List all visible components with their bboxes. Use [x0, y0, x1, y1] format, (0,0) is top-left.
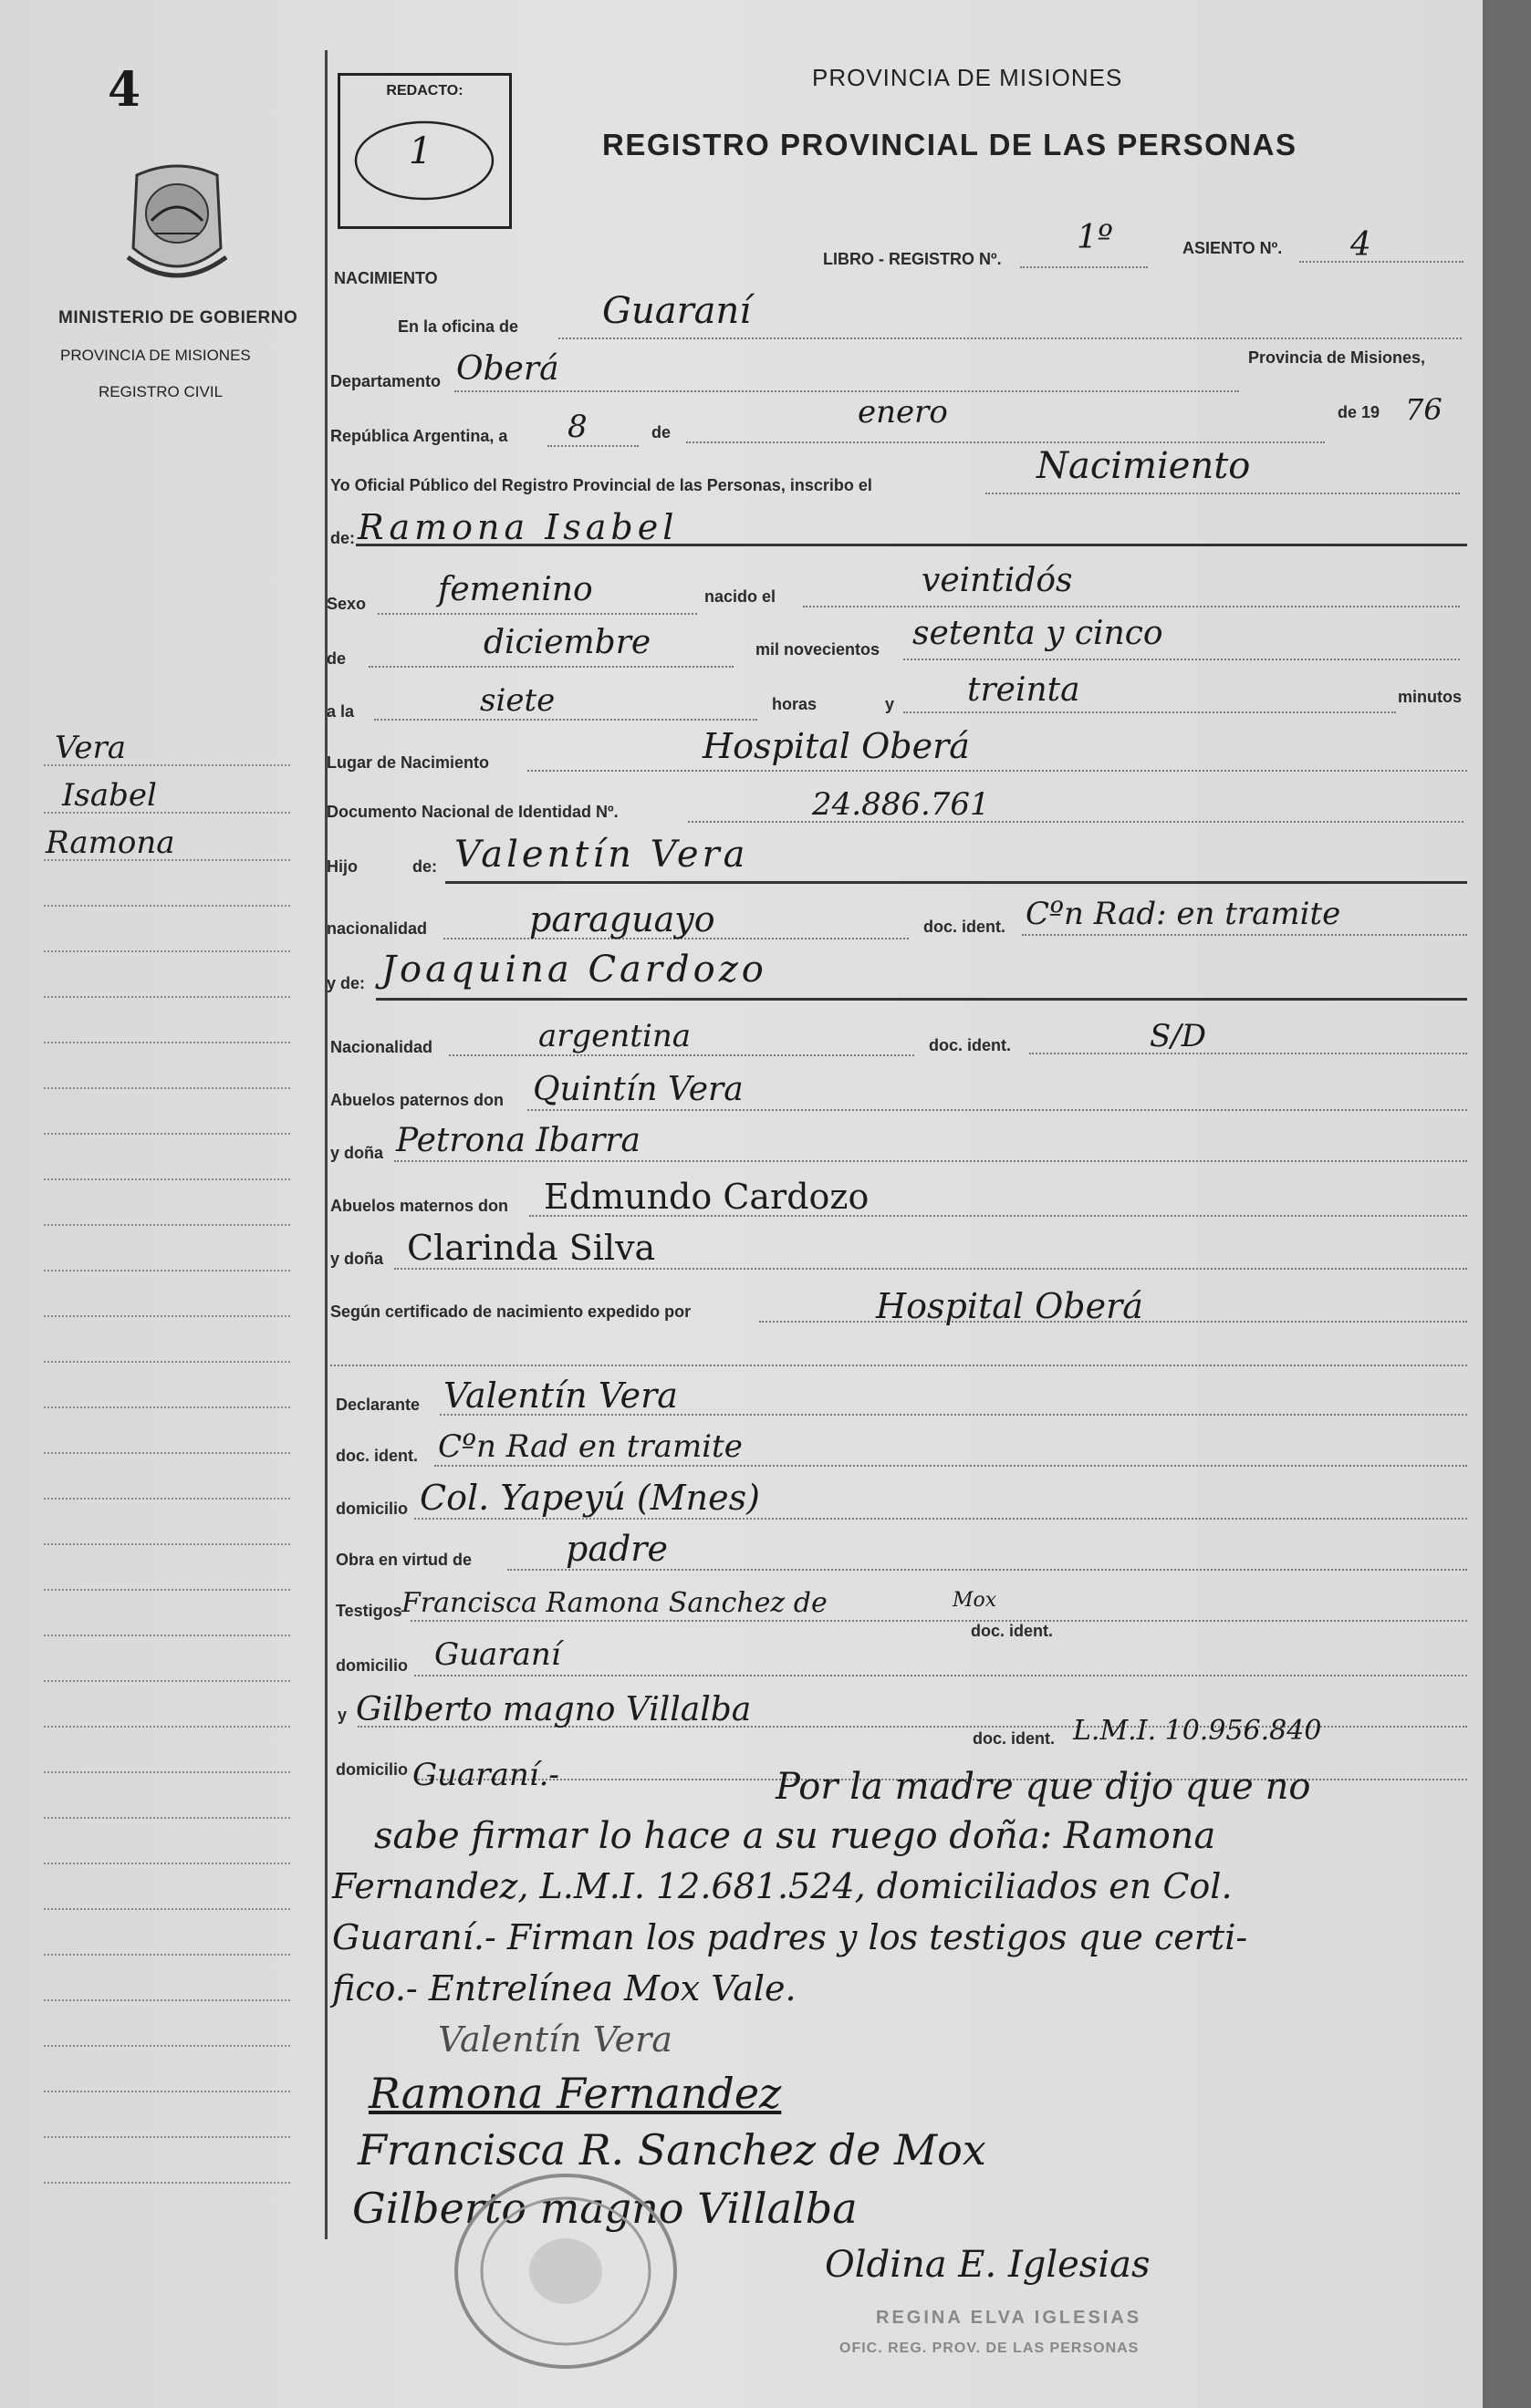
signature-1: Valentín Vera — [438, 2019, 672, 2060]
side-line — [44, 1589, 290, 1591]
dni-label: Documento Nacional de Identidad Nº. — [327, 803, 619, 821]
nacido-anio-value: setenta y cinco — [912, 615, 1163, 652]
abuelos-pat-label: Abuelos paternos don — [330, 1091, 505, 1109]
note-line-4: Guaraní.- Firman los padres y los testigos que certi- — [332, 1917, 1248, 1957]
madre-doc-value: S/D — [1150, 1018, 1207, 1054]
anio-value: 76 — [1405, 392, 1442, 427]
header-title: REGISTRO PROVINCIAL DE LAS PERSONAS — [602, 128, 1297, 161]
declarante-label: Declarante — [336, 1396, 421, 1414]
de2-label: de — [327, 649, 347, 668]
nacido-label: nacido el — [704, 587, 776, 606]
redacto-box — [338, 73, 512, 229]
hijo-label: Hijo — [327, 857, 358, 876]
side-line — [44, 1863, 290, 1864]
nacido-dia-value: veintidós — [922, 562, 1073, 599]
testigo2-doc-label: doc. ident. — [973, 1729, 1055, 1748]
signature-5: Oldina E. Iglesias — [825, 2244, 1151, 2286]
oficial-text: Yo Oficial Público del Registro Provincial de las Personas, inscribo el — [330, 476, 872, 494]
side-line — [44, 1133, 290, 1135]
abuelo-mat-value: Edmundo Cardozo — [544, 1177, 870, 1217]
header-province: PROVINCIA DE MISIONES — [812, 64, 1123, 91]
side-line — [44, 812, 290, 814]
testigo2-dom-value: Guaraní.- — [412, 1757, 559, 1793]
a-la-label: a la — [327, 702, 355, 721]
domicilio3-label: domicilio — [336, 1760, 409, 1779]
side-line — [44, 1270, 290, 1271]
de-label: de — [651, 423, 672, 441]
side-line — [44, 2091, 290, 2092]
testigo2-value: Gilberto magno Villalba — [356, 1691, 752, 1728]
side-line — [44, 1224, 290, 1226]
abuelo-pat-value: Quintín Vera — [533, 1071, 744, 1108]
margin-divider — [325, 50, 328, 2239]
official-seal-icon — [447, 2166, 684, 2376]
dni-value: 24.886.761 — [812, 786, 990, 823]
signature-4: Gilberto magno Villalba — [352, 2184, 858, 2233]
anio-label: de 19 — [1338, 403, 1380, 421]
side-surname: Vera — [55, 730, 127, 766]
madre-nac-value: argentina — [538, 1018, 692, 1054]
lugar-value: Hospital Oberá — [703, 726, 970, 766]
page-edge — [1483, 0, 1531, 2408]
oficina-value: Guaraní — [602, 290, 752, 332]
side-line — [44, 1908, 290, 1910]
mil-label: mil novecientos — [755, 640, 880, 659]
side-line — [44, 905, 290, 907]
testigo1-dom-value: Guaraní — [434, 1636, 561, 1673]
departamento-label: Departamento — [330, 372, 442, 390]
domicilio-value: Col. Yapeyú (Mnes) — [420, 1478, 760, 1518]
horas-value: siete — [480, 682, 556, 719]
side-line — [44, 950, 290, 952]
side-line — [44, 2045, 290, 2047]
testigo2-doc-value: L.M.I. 10.956.840 — [1073, 1715, 1322, 1747]
asiento-label: ASIENTO Nº. — [1182, 239, 1283, 257]
nombre-value: Ramona Isabel — [358, 507, 679, 547]
certificado-label: Según certificado de nacimiento expedido por — [330, 1303, 692, 1321]
side-line — [44, 2136, 290, 2138]
departamento-value: Oberá — [456, 350, 559, 388]
horas-label: horas — [772, 695, 818, 713]
y-dona-label: y doña — [330, 1144, 384, 1162]
side-line — [44, 1087, 290, 1089]
signature-3: Francisca R. Sanchez de Mox — [358, 2125, 986, 2174]
side-line — [44, 1680, 290, 1682]
side-line — [44, 1726, 290, 1728]
side-line — [44, 1771, 290, 1773]
hijo-de-label: de: — [412, 857, 437, 876]
side-line — [44, 1452, 290, 1454]
asiento-value: 4 — [1350, 226, 1371, 264]
side-line — [44, 1543, 290, 1545]
side-line — [44, 1954, 290, 1956]
stamp-footer-line1: REGINA ELVA IGLESIAS — [876, 2308, 1142, 2328]
doc-ident2-label: doc. ident. — [929, 1036, 1011, 1054]
minutos-value: treinta — [967, 671, 1080, 709]
decl-doc-label: doc. ident. — [336, 1447, 418, 1465]
stamp-footer-line2: OFIC. REG. PROV. DE LAS PERSONAS — [839, 2341, 1140, 2356]
domicilio2-label: domicilio — [336, 1656, 409, 1675]
side-line — [44, 1406, 290, 1408]
y-dona2-label: y doña — [330, 1250, 384, 1268]
ministry-label: MINISTERIO DE GOBIERNO — [58, 308, 298, 327]
doc-ident-label: doc. ident. — [923, 918, 1005, 936]
nacido-mes-value: diciembre — [484, 624, 651, 661]
mes-value: enero — [858, 394, 948, 431]
side-line — [44, 1817, 290, 1819]
inscribo-value: Nacimiento — [1036, 445, 1251, 487]
lugar-label: Lugar de Nacimiento — [327, 753, 490, 772]
side-line — [44, 1042, 290, 1043]
redacto-value: 1 — [409, 130, 432, 172]
de-nombre-label: de: — [330, 529, 355, 547]
sexo-value: femenino — [438, 571, 593, 608]
testigo1-value: Francisca Ramona Sanchez de — [401, 1587, 828, 1619]
side-line — [44, 859, 290, 861]
madre-value: Joaquina Cardozo — [381, 949, 767, 991]
side-line — [44, 1498, 290, 1500]
testigo1-doc-label: doc. ident. — [971, 1622, 1053, 1640]
side-line — [44, 2182, 290, 2184]
left-province-label: PROVINCIA DE MISIONES — [60, 347, 251, 364]
certificado-value: Hospital Oberá — [876, 1286, 1143, 1326]
sexo-label: Sexo — [327, 595, 367, 613]
side-name-2: Isabel — [62, 777, 157, 814]
redacto-label: REDACTO: — [386, 83, 463, 99]
padre-value: Valentín Vera — [454, 834, 749, 876]
side-line — [44, 1635, 290, 1636]
side-line — [44, 1999, 290, 2001]
republica-label: República Argentina, a — [330, 427, 508, 445]
note-line-2: sabe firmar lo hace a su ruego doña: Ramona — [374, 1815, 1216, 1857]
abuelos-mat-label: Abuelos maternos don — [330, 1197, 509, 1215]
nac-label: nacionalidad — [327, 919, 428, 938]
signature-2: Ramona Fernandez — [369, 2069, 782, 2118]
testigo1-insert: Mox — [953, 1589, 997, 1612]
abuela-pat-value: Petrona Ibarra — [396, 1122, 641, 1159]
dia-value: 8 — [568, 409, 588, 445]
page-number: 4 — [108, 62, 141, 118]
y-testigo-label: y — [338, 1706, 348, 1724]
y-de-label: y de: — [327, 974, 366, 992]
provincia-text: Provincia de Misiones, — [1248, 348, 1426, 367]
side-line — [44, 1361, 290, 1363]
note-line-1: Por la madre que dijo que no — [776, 1766, 1311, 1808]
libro-value: 1º — [1077, 219, 1113, 256]
side-name-1: Ramona — [46, 825, 175, 861]
abuela-mat-value: Clarinda Silva — [407, 1228, 656, 1268]
testigos-label: Testigos — [336, 1602, 402, 1620]
padre-doc-value: Cºn Rad: en tramite — [1026, 896, 1341, 932]
note-line-5: fico.- Entrelínea Mox Vale. — [332, 1968, 797, 2008]
side-line — [44, 1315, 290, 1317]
declarante-value: Valentín Vera — [443, 1375, 678, 1416]
oficina-label: En la oficina de — [398, 317, 519, 336]
left-registry-label: REGISTRO CIVIL — [99, 383, 224, 400]
nac2-label: Nacionalidad — [330, 1038, 433, 1056]
padre-nac-value: paraguayo — [529, 899, 715, 939]
decl-doc-value: Cºn Rad en tramite — [438, 1428, 743, 1465]
obra-label: Obra en virtud de — [336, 1551, 473, 1569]
minutos-label: minutos — [1398, 688, 1462, 706]
record-type: NACIMIENTO — [334, 269, 438, 287]
note-line-3: Fernandez, L.M.I. 12.681.524, domiciliados en Col. — [332, 1866, 1233, 1906]
side-line — [44, 764, 290, 766]
side-line — [44, 1178, 290, 1180]
obra-value: padre — [566, 1529, 668, 1569]
domicilio-label: domicilio — [336, 1500, 409, 1518]
y-label: y — [885, 695, 895, 713]
coat-of-arms-icon — [119, 157, 235, 289]
libro-label: LIBRO - REGISTRO Nº. — [823, 250, 1002, 268]
side-line — [44, 996, 290, 998]
